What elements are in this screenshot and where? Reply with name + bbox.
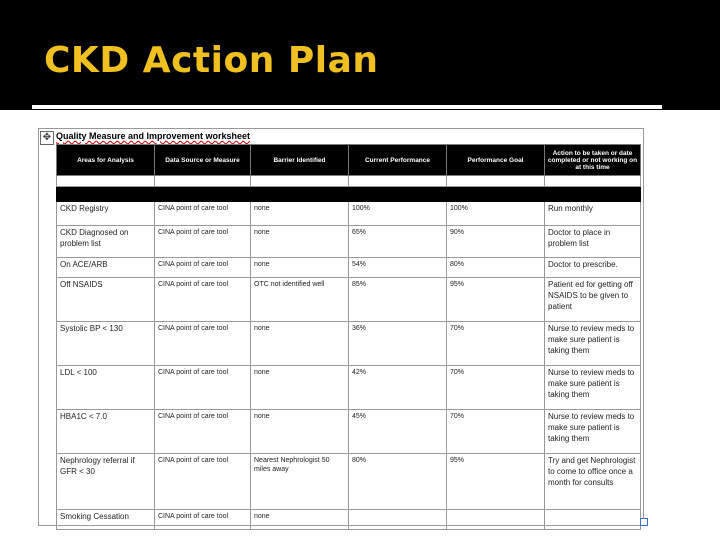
separator-row [57,187,641,202]
header-current-performance: Current Performance [349,145,447,176]
cell-area: LDL < 100 [57,366,155,410]
blank-row [57,176,641,187]
cell-action: Nurse to review meds to make sure patient is taking them [545,366,641,410]
cell-barrier: Nearest Nephrologist 50 miles away [251,454,349,510]
cell-source: CINA point of care tool [155,366,251,410]
cell-goal [447,510,545,530]
move-handle-icon[interactable]: ✥ [40,131,54,145]
cell-source: CINA point of care tool [155,322,251,366]
table-row [57,258,641,278]
cell-current: 42% [349,366,447,410]
cell-barrier: none [251,366,349,410]
cell-goal: 90% [447,226,545,258]
cell-goal: 70% [447,366,545,410]
cell-current [349,510,447,530]
table-row [57,510,641,530]
title-bar [0,0,720,100]
worksheet-title: Quality Measure and Improvement worksheet [56,131,251,141]
cell-current: 36% [349,322,447,366]
slide-title: CKD Action Plan [44,40,379,81]
cell-area: Smoking Cessation [57,510,155,530]
header-barrier: Barrier Identified [251,145,349,176]
cell-action: Run monthly [545,202,641,226]
cell-current: 45% [349,410,447,454]
cell-area: HBA1C < 7.0 [57,410,155,454]
cell-source: CINA point of care tool [155,258,251,278]
table-row [57,202,641,226]
header-row [57,145,641,176]
cell-goal: 70% [447,410,545,454]
cell-barrier: none [251,258,349,278]
cell-area: CKD Registry [57,202,155,226]
title-divider [32,105,662,109]
cell-current: 100% [349,202,447,226]
cell-source: CINA point of care tool [155,510,251,530]
cell-barrier: none [251,510,349,530]
cell-source: CINA point of care tool [155,202,251,226]
header-action: Action to be taken or date completed or not working on at this time [545,145,641,176]
worksheet-table [56,144,641,530]
cell-action: Nurse to review meds to make sure patient is taking them [545,410,641,454]
cell-current: 65% [349,226,447,258]
cell-action: Doctor to place in problem list [545,226,641,258]
cell-current: 80% [349,454,447,510]
cell-action: Patient ed for getting off NSAIDS to be given to patient [545,278,641,322]
cell-action: Nurse to review meds to make sure patient is taking them [545,322,641,366]
table-row [57,410,641,454]
cell-goal: 70% [447,322,545,366]
cell-barrier: OTC not identified well [251,278,349,322]
cell-action: Try and get Nephrologist to come to office once a month for consults [545,454,641,510]
cell-area: On ACE/ARB [57,258,155,278]
cell-current: 54% [349,258,447,278]
cell-current: 85% [349,278,447,322]
cell-area: Nephrology referral if GFR < 30 [57,454,155,510]
cell-action [545,510,641,530]
cell-source: CINA point of care tool [155,454,251,510]
resize-handle-icon[interactable] [640,518,648,526]
cell-barrier: none [251,410,349,454]
cell-barrier: none [251,226,349,258]
cell-source: CINA point of care tool [155,410,251,454]
cell-area: Off NSAIDS [57,278,155,322]
table-row [57,366,641,410]
cell-goal: 80% [447,258,545,278]
table-row [57,278,641,322]
cell-goal: 95% [447,278,545,322]
header-data-source: Data Source or Measure [155,145,251,176]
table-row [57,322,641,366]
cell-source: CINA point of care tool [155,278,251,322]
cell-area: CKD Diagnosed on problem list [57,226,155,258]
cell-goal: 100% [447,202,545,226]
header-performance-goal: Performance Goal [447,145,545,176]
header-areas: Areas for Analysis [57,145,155,176]
cell-barrier: none [251,322,349,366]
cell-action: Doctor to prescribe. [545,258,641,278]
cell-source: CINA point of care tool [155,226,251,258]
cell-area: Systolic BP < 130 [57,322,155,366]
cell-barrier: none [251,202,349,226]
table-row [57,226,641,258]
table-row [57,454,641,510]
cell-goal: 95% [447,454,545,510]
